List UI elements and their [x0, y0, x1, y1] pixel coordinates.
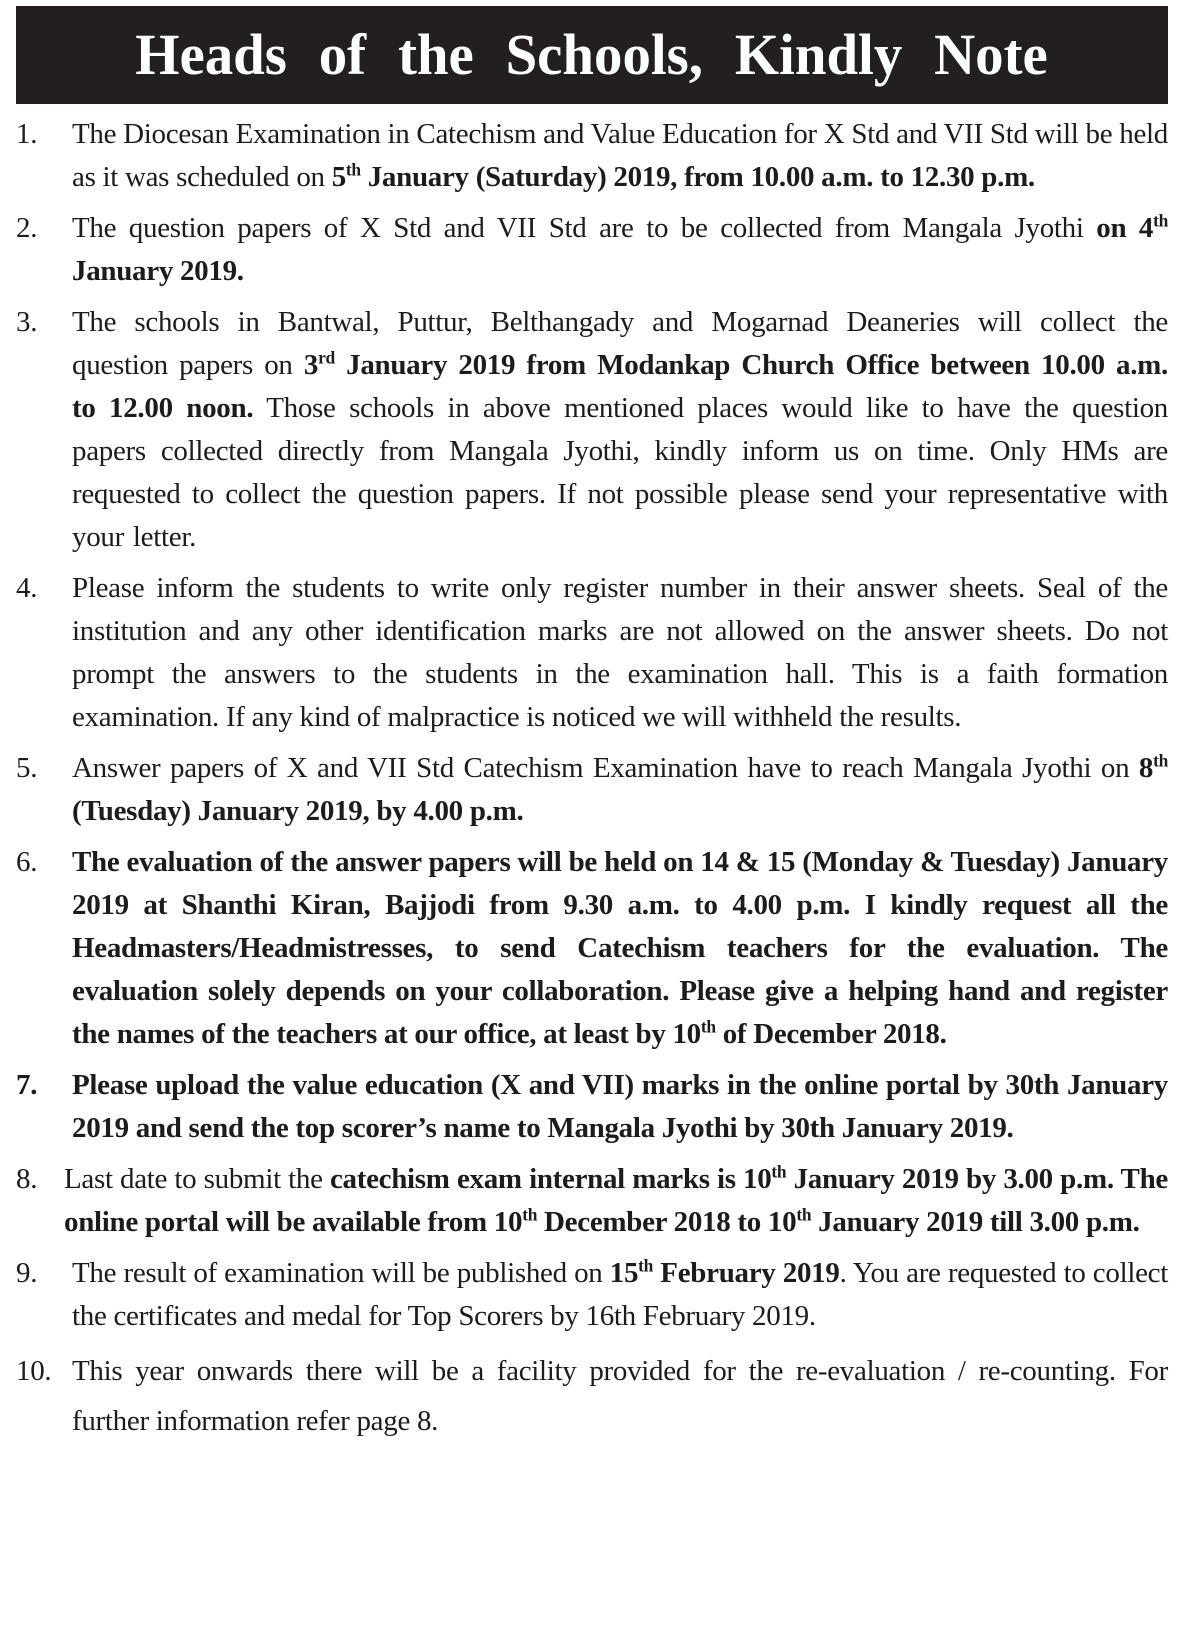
item-text: Please inform the students to write only register number in their answer sheets. Seal of the institution and any other identification marks are not allowed on the answer sheets. Do not prompt the answers to the students in the examination hall. This is a faith formation examination. If any kind of malpractice is noticed we will withheld the results.	[72, 572, 1168, 733]
item-number: 6.	[16, 846, 38, 878]
list-item	[16, 113, 1168, 199]
list-item	[16, 1158, 1168, 1244]
item-number: 1.	[16, 118, 38, 150]
item-text: The result of examination will be published on 15th February 2019. You are requested to collect the certificates and medal for Top Scorers by 16th February 2019.	[72, 1255, 1168, 1332]
item-text: The evaluation of the answer papers will be held on 14 & 15 (Monday & Tuesday) January 2019 at Shanthi Kiran, Bajjodi from 9.30 a.m. to 4.00 p.m. I kindly request all the Headmasters/Headmistresses, to send Catechism teachers for the evaluation. The evaluation solely depends on your collaboration. Please give a helping hand and register the names of the teachers at our office, at least by 10th of December 2018.	[72, 846, 1168, 1050]
item-number: 9.	[16, 1257, 38, 1289]
list-item	[16, 301, 1168, 559]
item-number: 2.	[16, 212, 38, 244]
item-number: 4.	[16, 572, 38, 604]
item-number: 7.	[16, 1069, 38, 1101]
item-text: The question papers of X Std and VII Std are to be collected from Mangala Jyothi on 4th January 2019.	[72, 210, 1168, 287]
list-item	[16, 1346, 1168, 1446]
item-number: 10.	[16, 1355, 52, 1387]
list-item	[16, 567, 1168, 739]
item-number: 5.	[16, 752, 38, 784]
header-banner	[16, 6, 1168, 104]
list-item	[16, 207, 1168, 293]
item-text: Answer papers of X and VII Std Catechism Examination have to reach Mangala Jyothi on 8th (Tuesday) January 2019, by 4.00 p.m.	[72, 750, 1168, 827]
item-text: Please upload the value education (X and VII) marks in the online portal by 30th January 2019 and send the top scorer’s name to Mangala Jyothi by 30th January 2019.	[72, 1069, 1168, 1144]
page-title: Heads of the Schools, Kindly Note	[135, 22, 1049, 87]
item-number: 8.	[16, 1163, 38, 1195]
item-text: The schools in Bantwal, Puttur, Belthangady and Mogarnad Deaneries will collect the question papers on 3rd January 2019 from Modankap Church Office between 10.00 a.m. to 12.00 noon. Those schools in above mentioned places would like to have the question papers collected directly from Mangala Jyothi, kindly inform us on time. Only HMs are requested to collect the question papers. If not possible please send your representative with your letter.	[72, 306, 1168, 553]
list-item	[16, 747, 1168, 833]
item-text: Last date to submit the catechism exam internal marks is 10th January 2019 by 3.00 p.m. The online portal will be available from 10th December 2018 to 10th January 2019 till 3.00 p.m.	[64, 1161, 1168, 1238]
item-number: 3.	[16, 306, 38, 338]
list-item	[16, 1064, 1168, 1150]
item-text: The Diocesan Examination in Catechism and Value Education for X Std and VII Std will be held as it was scheduled on 5th January (Saturday) 2019, from 10.00 a.m. to 12.30 p.m.	[72, 118, 1168, 193]
item-text: This year onwards there will be a facility provided for the re-evaluation / re-counting. For further information refer page 8.	[72, 1355, 1168, 1437]
list-item	[16, 1252, 1168, 1338]
notice-list	[16, 113, 1168, 1454]
list-item	[16, 841, 1168, 1056]
